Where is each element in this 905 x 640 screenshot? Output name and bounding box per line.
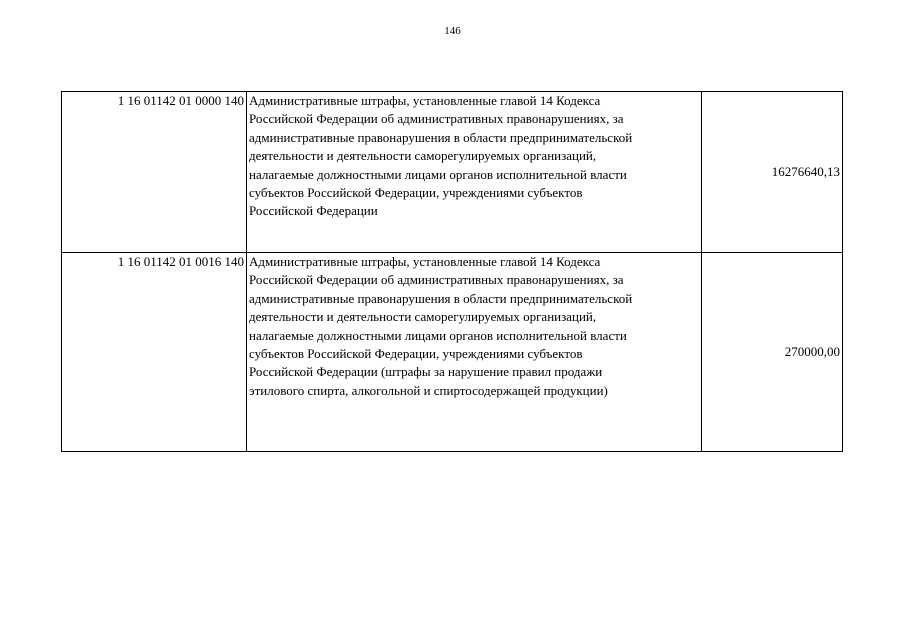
description-line: Административные штрафы, установленные главой 14 Кодекса: [249, 93, 601, 108]
description-line: деятельности и деятельности саморегулируемых организаций,: [249, 309, 597, 325]
budget-table: [61, 91, 843, 452]
table-row: [62, 253, 843, 452]
description-line: Российской Федерации (штрафы за нарушение правил продажи: [249, 364, 603, 380]
amount-cell: 270000,00: [702, 253, 843, 452]
description-line: Административные штрафы, установленные главой 14 Кодекса: [249, 254, 601, 269]
budget-code-cell: 1 16 01142 01 0016 140: [62, 253, 247, 452]
table-row: [62, 92, 843, 253]
description-cell: [247, 253, 702, 452]
description-line: субъектов Российской Федерации, учреждениями субъектов: [249, 185, 583, 201]
budget-code-cell: 1 16 01142 01 0000 140: [62, 92, 247, 253]
description-line: субъектов Российской Федерации, учреждениями субъектов: [249, 346, 583, 362]
description-line: Российской Федерации об административных правонарушениях, за: [249, 272, 624, 288]
description-line: этилового спирта, алкогольной и спиртосодержащей продукции): [249, 382, 608, 398]
description-line: налагаемые должностными лицами органов исполнительной власти: [249, 327, 627, 343]
description-cell: [247, 92, 702, 253]
description-line: деятельности и деятельности саморегулируемых организаций,: [249, 148, 597, 164]
amount-cell: 16276640,13: [702, 92, 843, 253]
description-line: Российской Федерации: [249, 203, 378, 219]
description-line: административные правонарушения в области предпринимательской: [249, 290, 633, 306]
description-line: налагаемые должностными лицами органов исполнительной власти: [249, 166, 627, 182]
page-number: 146: [444, 25, 461, 37]
description-line: административные правонарушения в области предпринимательской: [249, 129, 633, 145]
description-line: Российской Федерации об административных правонарушениях, за: [249, 111, 624, 127]
